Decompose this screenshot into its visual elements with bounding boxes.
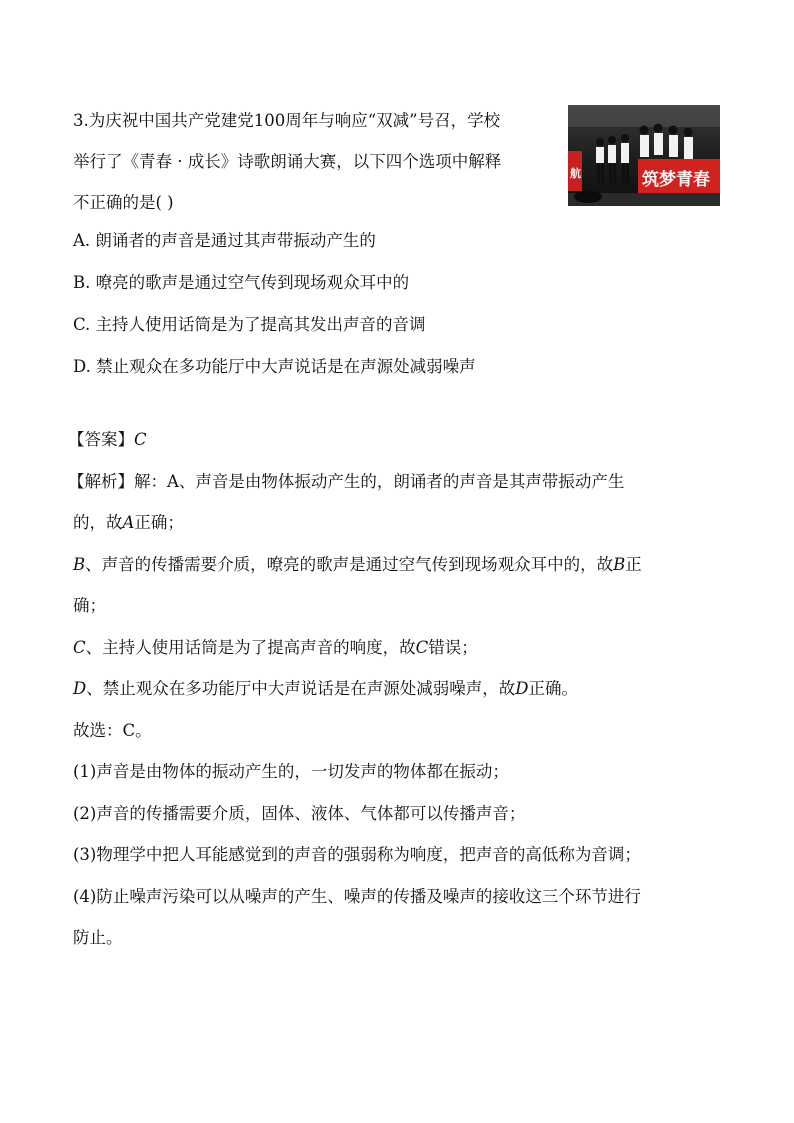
answer-options-list: [73, 224, 733, 392]
analysis-line-d: [68, 672, 728, 705]
option-b: B. 嘹亮的歌声是通过空气传到现场观众耳中的: [73, 273, 410, 292]
analysis-d-text: 、禁止观众在多功能厅中大声说话是在声源处减弱噪声，故: [86, 679, 516, 698]
answer-label: 【答案】: [68, 430, 134, 449]
analysis-b-suffix: 正: [625, 554, 642, 574]
option-a: A. 朗诵者的声音是通过其声带振动产生的: [73, 231, 376, 250]
analysis-intro-cont-prefix: 的，故: [73, 513, 123, 532]
analysis-point-4: (4)防止噪声污染可以从噪声的产生、噪声的传播及噪声的接收这三个环节进行: [73, 886, 641, 906]
analysis-intro-cont-letter: A: [122, 513, 135, 532]
analysis-d-letter: D: [73, 679, 87, 698]
analysis-d-suffix: 正确。: [528, 679, 578, 698]
analysis-intro-cont-suffix: 正确；: [134, 513, 184, 532]
analysis-c-text: 、主持人使用话筒是为了提高声音的响度，故: [85, 637, 416, 657]
analysis-c-suffix: 错误；: [428, 637, 478, 657]
analysis-line-c: [68, 631, 728, 664]
analysis-line-2: [68, 506, 728, 539]
analysis-line-b-cont: 确；: [73, 596, 106, 615]
analysis-point-3: (3)物理学中把人耳能感觉到的声音的强弱称为响度，把声音的高低称为音调；: [73, 845, 641, 864]
analysis-c-letter: C: [73, 637, 86, 657]
option-c: C. 主持人使用话筒是为了提高其发出声音的音调: [73, 315, 426, 334]
recitation-stage-photo: [568, 105, 720, 206]
analysis-line-1: [68, 465, 728, 498]
analysis-point-1: (1)声音是由物体的振动产生的，一切发声的物体都在振动；: [73, 762, 509, 781]
analysis-b-text: 、声音的传播需要介质，嘹亮的歌声是通过空气传到现场观众耳中的，故: [85, 554, 614, 574]
analysis-b-letter: B: [73, 554, 86, 574]
stage-photo-illustration: [568, 105, 720, 206]
analysis-line-b: [68, 548, 728, 581]
analysis-b-letter-2: B: [613, 554, 626, 574]
question-stem-block: [73, 104, 563, 219]
option-d: D. 禁止观众在多功能厅中大声说话是在声源处减弱噪声: [73, 357, 476, 376]
photo-banner-text: 筑梦青春: [642, 170, 710, 190]
analysis-intro: 解：A、声音是由物体振动产生的，朗诵者的声音是其声带振动产生: [134, 471, 625, 491]
analysis-conclusion: 故选：C。: [73, 720, 152, 740]
question-stem-line-1: 3.为庆祝中国共产党建党100周年与响应“双减”号召，学校: [73, 111, 501, 130]
analysis-label: 【解析】: [68, 471, 134, 491]
answer-value: C: [134, 430, 147, 449]
answer-analysis-block: [68, 423, 728, 963]
question-stem-line-2: 举行了《青春 · 成长》诗歌朗诵大赛，以下四个选项中解释: [73, 152, 502, 171]
photo-banner-left-text: 航: [570, 167, 581, 180]
analysis-d-letter-2: D: [515, 679, 529, 698]
analysis-point-2: (2)声音的传播需要介质，固体、液体、气体都可以传播声音；: [73, 803, 526, 823]
analysis-c-letter-2: C: [415, 637, 429, 657]
question-stem-line-3: 不正确的是( ): [73, 193, 174, 212]
answer-line: [68, 423, 728, 456]
analysis-point-4-cont: 防止。: [73, 928, 123, 947]
